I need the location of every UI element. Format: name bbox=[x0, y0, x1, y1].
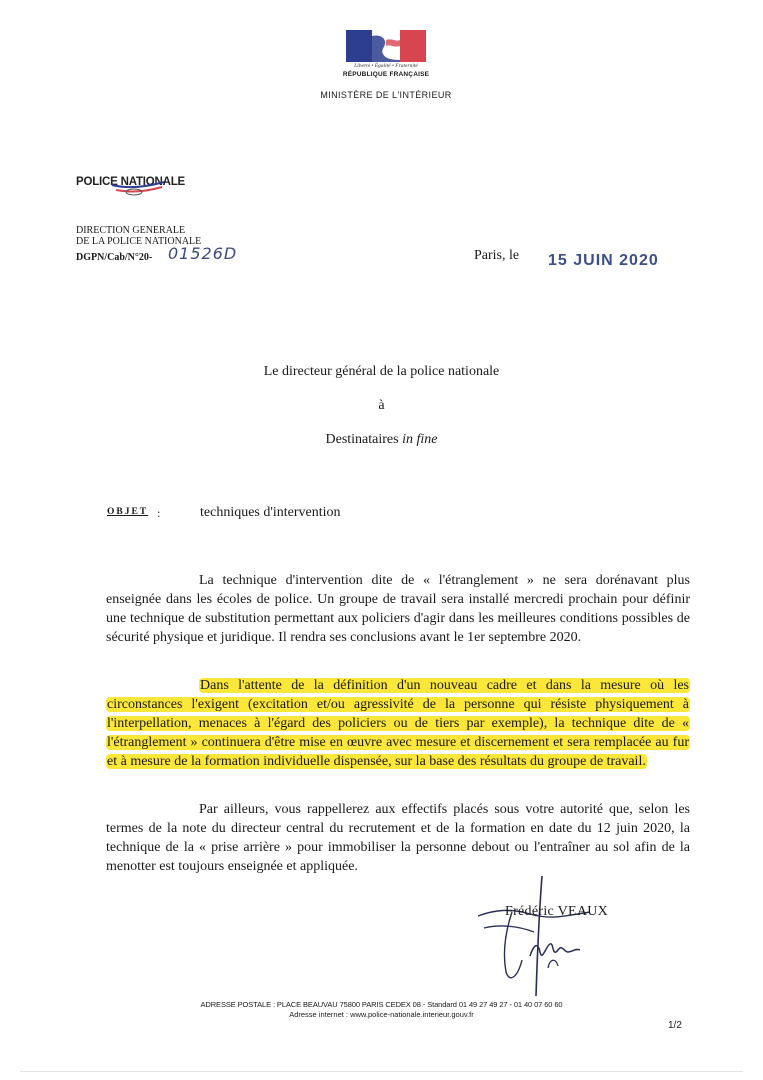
direction-line-1: DIRECTION GENERALE bbox=[76, 225, 186, 236]
page-number: 1/2 bbox=[668, 1020, 682, 1031]
flag-blue-band bbox=[346, 30, 372, 62]
handwritten-signature bbox=[472, 872, 622, 1000]
subject-colon: : bbox=[157, 506, 161, 520]
police-nationale-logo: POLICE NATIONALE bbox=[76, 176, 186, 188]
direction-line-2: DE LA POLICE NATIONALE bbox=[76, 236, 202, 247]
addressing-to: à bbox=[378, 398, 385, 413]
flag-red-band bbox=[400, 30, 426, 62]
recipients-prefix: Destinataires bbox=[325, 432, 403, 447]
marianne-logo bbox=[346, 30, 426, 62]
footer-website: Adresse internet : www.police-nationale.interieur.gouv.fr bbox=[289, 1010, 474, 1019]
body-paragraph-3: Par ailleurs, vous rappellerez aux effectifs placés sous votre autorité que, selon les termes de la note du directeur central du recrutement et de la formation en date du 12 juin 2020, la technique de la « prise arrière » pour immobiliser la personne debout ou l'entraîner au sol afin de la menotter est toujours enseignée et appliquée. bbox=[106, 802, 690, 874]
sender-title: Le directeur général de la police nationale bbox=[263, 364, 500, 379]
signatory-name: Frédéric VEAUX bbox=[505, 904, 609, 919]
body-paragraph-1: La technique d'intervention dite de « l'étranglement » ne sera dorénavant plus enseignée dans les écoles de police. Un groupe de travail sera installé mercredi prochain pour définir une technique de substitution permettant aux policiers d'agir dans les meilleures conditions possibles de sécurité physique et juridique. Il rendra ses conclusions avant le 1er septembre 2020. bbox=[106, 573, 690, 645]
marianne-profile-icon bbox=[372, 30, 400, 62]
date-place: Paris, le bbox=[474, 248, 520, 263]
footer-address: ADRESSE POSTALE : PLACE BEAUVAU 75800 PARIS CEDEX 08 - Standard 01 49 27 49 27 - 01 40 07 60 60 bbox=[200, 1000, 563, 1009]
subject-text: techniques d'intervention bbox=[200, 505, 341, 520]
recipients-line bbox=[0, 432, 763, 448]
highlighted-text: Dans l'attente de la définition d'un nouveau cadre et dans la mesure où les circonstances l'exigent (excitation et/ou agressivité de la personne qui résiste physiquement à l'interpellation, menaces à l'égard des policiers ou de tiers par exemple), la technique dite de « l'étranglement » continuera d'être mise en œuvre avec mesure et discernement et sera remplacée au fur et à mesure de la formation individuelle dispensée, sur la base des résultats du groupe de travail. bbox=[107, 678, 689, 769]
republic-name: RÉPUBLIQUE FRANÇAISE bbox=[342, 71, 430, 78]
recipients-in-fine: in fine bbox=[402, 432, 438, 447]
police-emblem-icon bbox=[110, 181, 166, 197]
republic-motto: Liberté • Égalité • Fraternité bbox=[354, 63, 418, 69]
date-stamp: 15 JUIN 2020 bbox=[548, 252, 659, 269]
reference-handwritten: 01526D bbox=[168, 244, 238, 263]
page-bottom-divider bbox=[20, 1071, 743, 1072]
reference-number: DGPN/Cab/N°20- bbox=[76, 252, 153, 263]
body-paragraph-2 bbox=[106, 676, 690, 771]
subject-label: OBJET bbox=[107, 507, 149, 517]
ministry-name: MINISTÈRE DE L'INTÉRIEUR bbox=[320, 90, 452, 100]
